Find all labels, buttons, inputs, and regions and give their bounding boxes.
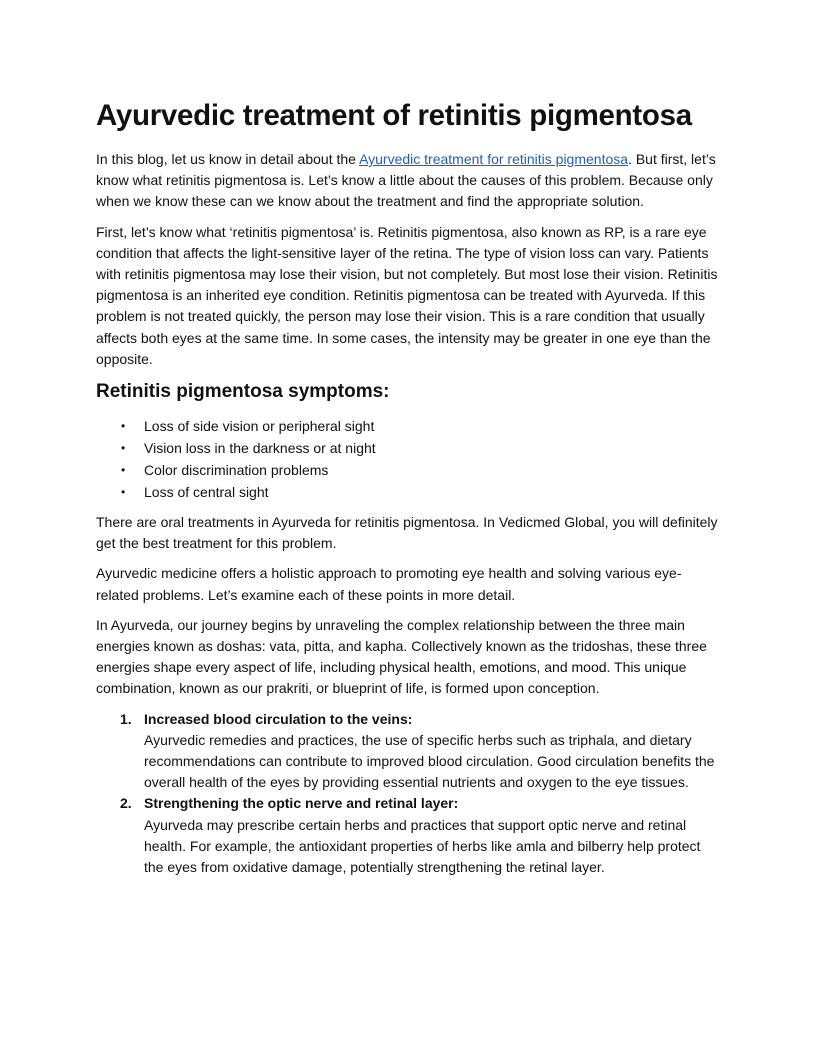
item-title: Increased blood circulation to the veins: bbox=[144, 710, 413, 727]
oral-treatments-paragraph: There are oral treatments in Ayurveda for retinitis pigmentosa. In Vedicmed Global, you will definitely get the best treatment for this problem. bbox=[96, 514, 718, 552]
symptoms-list bbox=[96, 415, 721, 503]
numbered-item bbox=[96, 709, 721, 794]
list-item-text: Loss of side vision or peripheral sight bbox=[144, 418, 375, 435]
item-text: Ayurvedic remedies and practices, the use of specific herbs such as triphala, and dietary recommendations can contribute to improved blood circulation. Good circulation benefits the overall health of the eyes by providing essential nutrients and oxygen to the eye tissues. bbox=[144, 731, 715, 791]
item-text: Ayurveda may prescribe certain herbs and practices that support optic nerve and retinal health. For example, the antioxidant properties of herbs like amla and bilberry help protect the eyes from oxidative damage, potentially strengthening the retinal layer. bbox=[144, 816, 701, 876]
list-item bbox=[96, 415, 721, 437]
intro-text-before-link: In this blog, let us know in detail about the bbox=[96, 151, 360, 167]
numbered-item bbox=[96, 793, 721, 878]
item-number: 1. bbox=[120, 710, 132, 727]
list-item-text: Vision loss in the darkness or at night bbox=[144, 440, 376, 457]
doshas-paragraph: In Ayurveda, our journey begins by unraveling the complex relationship between the three main energies known as doshas: vata, pitta, and kapha. Collectively known as the tridoshas, these three energies shape every aspect of life, including physical health, emotions, and mood. This unique combination, known as our prakriti, or blueprint of life, is formed upon conception. bbox=[96, 616, 707, 697]
ayurvedic-treatment-link[interactable]: Ayurvedic treatment for retinitis pigmentosa bbox=[359, 151, 629, 167]
list-item-text: Loss of central sight bbox=[144, 484, 269, 501]
item-number: 2. bbox=[120, 795, 132, 812]
benefits-list bbox=[96, 709, 721, 879]
page-title: Ayurvedic treatment of retinitis pigmentosa bbox=[96, 99, 692, 132]
holistic-approach-paragraph: Ayurvedic medicine offers a holistic approach to promoting eye health and solving various eye-related problems. Let’s examine each of these points in more detail. bbox=[96, 565, 682, 603]
bullet-icon: • bbox=[121, 419, 126, 434]
list-item bbox=[96, 481, 721, 503]
what-is-rp-paragraph: First, let’s know what ‘retinitis pigmentosa’ is. Retinitis pigmentosa, also known as RP, is a rare eye condition that affects the light-sensitive layer of the retina. The type of vision loss can vary. Patients with retinitis pigmentosa may lose their vision, but not completely. But most lose their vision. Retinitis pigmentosa is an inherited eye condition. Retinitis pigmentosa can be treated with Ayurveda. If this problem is not treated quickly, the person may lose their vision. This is a rare condition that usually affects both eyes at the same time. In some cases, the intensity may be greater in one eye than the opposite. bbox=[96, 223, 718, 367]
intro-paragraph bbox=[96, 149, 721, 213]
list-item-text: Color discrimination problems bbox=[144, 462, 329, 479]
bullet-icon: • bbox=[121, 441, 126, 456]
symptoms-heading: Retinitis pigmentosa symptoms: bbox=[96, 381, 390, 403]
document-body bbox=[96, 149, 721, 878]
bullet-icon: • bbox=[121, 463, 126, 478]
list-item bbox=[96, 437, 721, 459]
intro-text-after-link: . But first, let’s know what retinitis pigmentosa is. Let’s know a little about the causes of this problem. Because only when we know these can we know about the treatment and find the appropriate solution. bbox=[96, 151, 716, 210]
bullet-icon: • bbox=[121, 485, 126, 500]
item-title: Strengthening the optic nerve and retinal layer: bbox=[144, 795, 459, 812]
list-item bbox=[96, 459, 721, 481]
